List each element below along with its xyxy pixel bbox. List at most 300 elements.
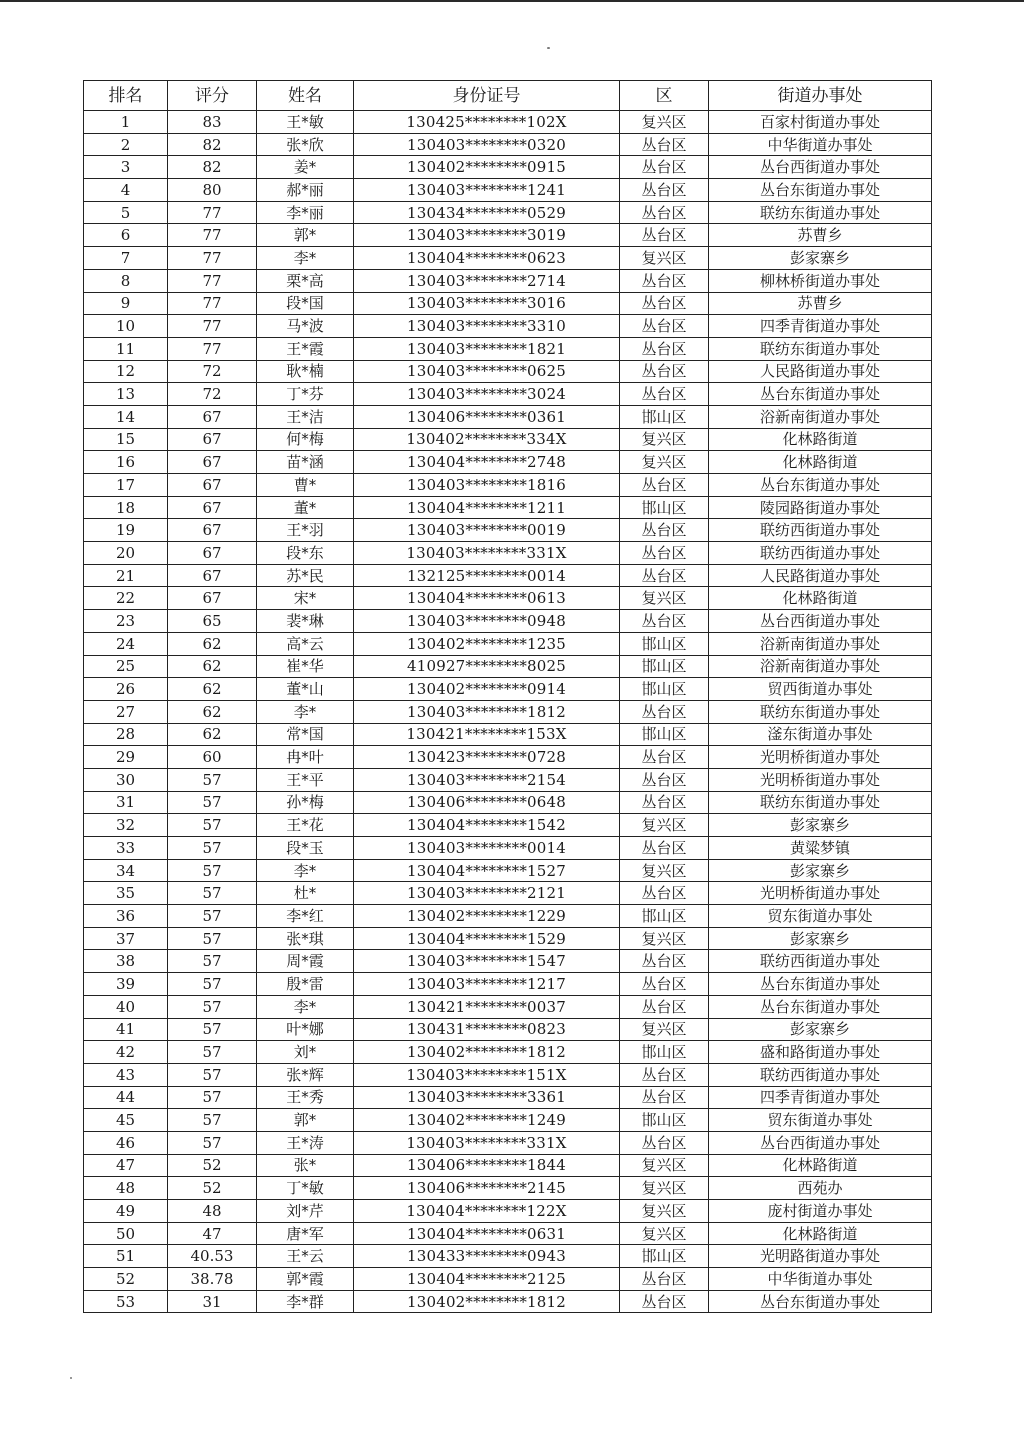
district-cell: 丛台区	[620, 315, 709, 338]
rank-cell: 18	[84, 496, 168, 519]
district-cell: 丛台区	[620, 337, 709, 360]
table-row	[84, 1268, 932, 1291]
rank-cell: 46	[84, 1131, 168, 1154]
name-cell: 叶*娜	[257, 1018, 354, 1041]
table-row	[84, 156, 932, 179]
id-number-cell: 130406********0361	[354, 405, 620, 428]
district-cell: 邯山区	[620, 1041, 709, 1064]
table-row	[84, 1222, 932, 1245]
id-number-cell: 130402********1249	[354, 1109, 620, 1132]
district-cell: 复兴区	[620, 927, 709, 950]
table-row	[84, 950, 932, 973]
id-number-cell: 130403********3019	[354, 224, 620, 247]
id-number-cell: 130403********3024	[354, 383, 620, 406]
scan-edge	[0, 0, 1024, 2]
score-cell: 77	[168, 201, 257, 224]
name-cell: 崔*华	[257, 655, 354, 678]
rank-cell: 23	[84, 610, 168, 633]
district-cell: 复兴区	[620, 111, 709, 134]
rank-cell: 52	[84, 1268, 168, 1291]
street-office-cell: 彭家寨乡	[709, 814, 932, 837]
id-number-cell: 130403********1812	[354, 700, 620, 723]
name-cell: 唐*军	[257, 1222, 354, 1245]
id-number-cell: 130403********331X	[354, 542, 620, 565]
name-cell: 张*	[257, 1154, 354, 1177]
district-cell: 丛台区	[620, 995, 709, 1018]
name-cell: 宋*	[257, 587, 354, 610]
name-cell: 王*洁	[257, 405, 354, 428]
table-row	[84, 1177, 932, 1200]
table-row	[84, 1290, 932, 1313]
table-row	[84, 224, 932, 247]
street-office-cell: 浴新南街道办事处	[709, 655, 932, 678]
name-cell: 何*梅	[257, 428, 354, 451]
street-office-cell: 彭家寨乡	[709, 859, 932, 882]
name-cell: 李*	[257, 859, 354, 882]
district-cell: 丛台区	[620, 1086, 709, 1109]
id-number-cell: 130403********0625	[354, 360, 620, 383]
score-cell: 57	[168, 882, 257, 905]
street-office-cell: 中华街道办事处	[709, 1268, 932, 1291]
id-number-cell: 130402********1812	[354, 1041, 620, 1064]
score-cell: 52	[168, 1177, 257, 1200]
name-cell: 董*	[257, 496, 354, 519]
id-number-cell: 130404********1527	[354, 859, 620, 882]
table-header-row	[84, 81, 932, 111]
table-row	[84, 905, 932, 928]
district-cell: 丛台区	[620, 542, 709, 565]
name-cell: 孙*梅	[257, 791, 354, 814]
rank-cell: 34	[84, 859, 168, 882]
district-cell: 丛台区	[620, 1131, 709, 1154]
street-office-cell: 丛台西街道办事处	[709, 156, 932, 179]
name-cell: 郭*	[257, 224, 354, 247]
district-cell: 丛台区	[620, 292, 709, 315]
district-cell: 丛台区	[620, 882, 709, 905]
district-cell: 丛台区	[620, 133, 709, 156]
score-cell: 62	[168, 678, 257, 701]
id-number-cell: 130403********1217	[354, 973, 620, 996]
name-cell: 高*云	[257, 632, 354, 655]
score-cell: 65	[168, 610, 257, 633]
district-cell: 邯山区	[620, 723, 709, 746]
score-cell: 62	[168, 700, 257, 723]
street-office-cell: 丛台西街道办事处	[709, 1131, 932, 1154]
district-cell: 邯山区	[620, 1245, 709, 1268]
rank-cell: 39	[84, 973, 168, 996]
ranking-table	[83, 80, 932, 1313]
district-cell: 复兴区	[620, 1177, 709, 1200]
street-office-cell: 浴新南街道办事处	[709, 632, 932, 655]
table-row	[84, 768, 932, 791]
table-row	[84, 655, 932, 678]
score-cell: 77	[168, 224, 257, 247]
table-row	[84, 315, 932, 338]
rank-cell: 2	[84, 133, 168, 156]
name-cell: 王*羽	[257, 519, 354, 542]
street-office-cell: 西苑办	[709, 1177, 932, 1200]
name-cell: 王*花	[257, 814, 354, 837]
name-cell: 王*霞	[257, 337, 354, 360]
name-cell: 曹*	[257, 474, 354, 497]
district-cell: 复兴区	[620, 1154, 709, 1177]
district-cell: 丛台区	[620, 474, 709, 497]
table-row	[84, 1086, 932, 1109]
district-cell: 丛台区	[620, 224, 709, 247]
street-office-cell: 化林路街道	[709, 1222, 932, 1245]
rank-cell: 9	[84, 292, 168, 315]
rank-cell: 31	[84, 791, 168, 814]
table-row	[84, 292, 932, 315]
table-row	[84, 405, 932, 428]
district-cell: 丛台区	[620, 837, 709, 860]
table-row	[84, 791, 932, 814]
street-office-cell: 丛台东街道办事处	[709, 383, 932, 406]
rank-cell: 6	[84, 224, 168, 247]
table-row	[84, 995, 932, 1018]
id-number-cell: 130404********0623	[354, 247, 620, 270]
id-number-cell: 410927********8025	[354, 655, 620, 678]
rank-cell: 25	[84, 655, 168, 678]
id-number-cell: 130425********102X	[354, 111, 620, 134]
score-cell: 57	[168, 1131, 257, 1154]
table-row	[84, 360, 932, 383]
name-cell: 郝*丽	[257, 179, 354, 202]
score-cell: 57	[168, 950, 257, 973]
table-row	[84, 859, 932, 882]
name-cell: 张*琪	[257, 927, 354, 950]
table-row	[84, 337, 932, 360]
name-cell: 常*国	[257, 723, 354, 746]
district-cell: 丛台区	[620, 1268, 709, 1291]
score-cell: 57	[168, 837, 257, 860]
rank-cell: 32	[84, 814, 168, 837]
id-number-cell: 130404********1529	[354, 927, 620, 950]
score-cell: 77	[168, 292, 257, 315]
street-office-cell: 联纺东街道办事处	[709, 791, 932, 814]
street-office-cell: 柳林桥街道办事处	[709, 269, 932, 292]
rank-cell: 37	[84, 927, 168, 950]
district-cell: 复兴区	[620, 1222, 709, 1245]
name-cell: 马*波	[257, 315, 354, 338]
name-cell: 杜*	[257, 882, 354, 905]
score-cell: 57	[168, 1086, 257, 1109]
score-cell: 57	[168, 905, 257, 928]
district-cell: 复兴区	[620, 859, 709, 882]
score-cell: 83	[168, 111, 257, 134]
street-office-cell: 丛台东街道办事处	[709, 474, 932, 497]
id-number-cell: 130403********3016	[354, 292, 620, 315]
street-office-cell: 盛和路街道办事处	[709, 1041, 932, 1064]
street-office-cell: 光明路街道办事处	[709, 1245, 932, 1268]
street-office-cell: 丛台西街道办事处	[709, 610, 932, 633]
id-number-cell: 130433********0943	[354, 1245, 620, 1268]
name-cell: 李*	[257, 995, 354, 1018]
id-number-cell: 130434********0529	[354, 201, 620, 224]
table-row	[84, 700, 932, 723]
rank-cell: 38	[84, 950, 168, 973]
id-number-cell: 130403********2154	[354, 768, 620, 791]
street-office-cell: 丛台东街道办事处	[709, 973, 932, 996]
district-cell: 丛台区	[620, 1063, 709, 1086]
street-office-cell: 黄粱梦镇	[709, 837, 932, 860]
id-number-cell: 130403********1241	[354, 179, 620, 202]
score-cell: 57	[168, 1018, 257, 1041]
score-cell: 62	[168, 723, 257, 746]
rank-cell: 4	[84, 179, 168, 202]
name-cell: 冉*叶	[257, 746, 354, 769]
table-row	[84, 746, 932, 769]
name-cell: 王*云	[257, 1245, 354, 1268]
rank-cell: 28	[84, 723, 168, 746]
rank-cell: 42	[84, 1041, 168, 1064]
rank-cell: 44	[84, 1086, 168, 1109]
rank-cell: 21	[84, 564, 168, 587]
rank-cell: 16	[84, 451, 168, 474]
rank-cell: 3	[84, 156, 168, 179]
name-cell: 苗*涵	[257, 451, 354, 474]
street-office-cell: 四季青街道办事处	[709, 1086, 932, 1109]
table-row	[84, 1200, 932, 1223]
name-cell: 段*东	[257, 542, 354, 565]
table-row	[84, 1018, 932, 1041]
rank-cell: 27	[84, 700, 168, 723]
table-row	[84, 1063, 932, 1086]
district-cell: 丛台区	[620, 269, 709, 292]
street-office-cell: 彭家寨乡	[709, 247, 932, 270]
district-cell: 丛台区	[620, 383, 709, 406]
score-cell: 72	[168, 360, 257, 383]
rank-cell: 47	[84, 1154, 168, 1177]
street-office-cell: 彭家寨乡	[709, 1018, 932, 1041]
rank-cell: 11	[84, 337, 168, 360]
street-office-cell: 联纺西街道办事处	[709, 519, 932, 542]
score-cell: 40.53	[168, 1245, 257, 1268]
rank-cell: 53	[84, 1290, 168, 1313]
street-office-cell: 贸西街道办事处	[709, 678, 932, 701]
street-office-cell: 百家村街道办事处	[709, 111, 932, 134]
score-cell: 67	[168, 496, 257, 519]
score-cell: 57	[168, 973, 257, 996]
rank-cell: 35	[84, 882, 168, 905]
district-cell: 邯山区	[620, 405, 709, 428]
id-number-cell: 130403********0948	[354, 610, 620, 633]
score-cell: 57	[168, 1109, 257, 1132]
name-cell: 段*国	[257, 292, 354, 315]
id-number-cell: 130423********0728	[354, 746, 620, 769]
id-number-cell: 132125********0014	[354, 564, 620, 587]
score-cell: 57	[168, 814, 257, 837]
table-row	[84, 632, 932, 655]
id-number-cell: 130403********0014	[354, 837, 620, 860]
score-cell: 38.78	[168, 1268, 257, 1291]
score-cell: 67	[168, 519, 257, 542]
score-cell: 67	[168, 474, 257, 497]
district-cell: 复兴区	[620, 587, 709, 610]
table-row	[84, 837, 932, 860]
street-office-cell: 联纺东街道办事处	[709, 337, 932, 360]
rank-cell: 7	[84, 247, 168, 270]
district-cell: 复兴区	[620, 451, 709, 474]
score-cell: 62	[168, 655, 257, 678]
rank-cell: 26	[84, 678, 168, 701]
street-office-cell: 人民路街道办事处	[709, 360, 932, 383]
table-row	[84, 610, 932, 633]
table-row	[84, 1131, 932, 1154]
district-cell: 丛台区	[620, 1290, 709, 1313]
score-cell: 57	[168, 927, 257, 950]
id-number-cell: 130403********1821	[354, 337, 620, 360]
rank-cell: 50	[84, 1222, 168, 1245]
score-cell: 77	[168, 315, 257, 338]
district-cell: 复兴区	[620, 428, 709, 451]
table-row	[84, 814, 932, 837]
id-number-cell: 130403********0320	[354, 133, 620, 156]
street-office-cell: 联纺东街道办事处	[709, 201, 932, 224]
street-office-cell: 四季青街道办事处	[709, 315, 932, 338]
table-row	[84, 111, 932, 134]
rank-cell: 19	[84, 519, 168, 542]
id-number-cell: 130402********0915	[354, 156, 620, 179]
street-office-cell: 联纺西街道办事处	[709, 1063, 932, 1086]
id-number-cell: 130421********153X	[354, 723, 620, 746]
scan-speck	[547, 47, 550, 49]
table-row	[84, 1245, 932, 1268]
table-row	[84, 496, 932, 519]
rank-cell: 17	[84, 474, 168, 497]
id-number-cell: 130404********1211	[354, 496, 620, 519]
name-cell: 李*群	[257, 1290, 354, 1313]
name-cell: 殷*雷	[257, 973, 354, 996]
rank-cell: 10	[84, 315, 168, 338]
score-cell: 67	[168, 542, 257, 565]
id-number-cell: 130404********2125	[354, 1268, 620, 1291]
street-office-cell: 彭家寨乡	[709, 927, 932, 950]
district-cell: 邯山区	[620, 655, 709, 678]
rank-cell: 33	[84, 837, 168, 860]
score-cell: 67	[168, 564, 257, 587]
header-id-number: 身份证号	[354, 81, 620, 111]
district-cell: 复兴区	[620, 814, 709, 837]
name-cell: 王*平	[257, 768, 354, 791]
score-cell: 72	[168, 383, 257, 406]
name-cell: 刘*芹	[257, 1200, 354, 1223]
name-cell: 张*辉	[257, 1063, 354, 1086]
street-office-cell: 苏曹乡	[709, 224, 932, 247]
street-office-cell: 联纺东街道办事处	[709, 700, 932, 723]
district-cell: 丛台区	[620, 156, 709, 179]
id-number-cell: 130403********1547	[354, 950, 620, 973]
rank-cell: 1	[84, 111, 168, 134]
district-cell: 丛台区	[620, 519, 709, 542]
district-cell: 丛台区	[620, 564, 709, 587]
name-cell: 刘*	[257, 1041, 354, 1064]
scan-speck	[70, 1377, 72, 1379]
district-cell: 丛台区	[620, 201, 709, 224]
district-cell: 丛台区	[620, 700, 709, 723]
district-cell: 丛台区	[620, 610, 709, 633]
name-cell: 姜*	[257, 156, 354, 179]
table-row	[84, 927, 932, 950]
table-row	[84, 179, 932, 202]
rank-cell: 36	[84, 905, 168, 928]
id-number-cell: 130404********122X	[354, 1200, 620, 1223]
table-row	[84, 383, 932, 406]
score-cell: 52	[168, 1154, 257, 1177]
header-street-office: 街道办事处	[709, 81, 932, 111]
name-cell: 王*秀	[257, 1086, 354, 1109]
id-number-cell: 130431********0823	[354, 1018, 620, 1041]
rank-cell: 24	[84, 632, 168, 655]
table-row	[84, 564, 932, 587]
score-cell: 57	[168, 1041, 257, 1064]
id-number-cell: 130403********3310	[354, 315, 620, 338]
table-row	[84, 519, 932, 542]
score-cell: 77	[168, 247, 257, 270]
street-office-cell: 人民路街道办事处	[709, 564, 932, 587]
rank-cell: 29	[84, 746, 168, 769]
score-cell: 60	[168, 746, 257, 769]
rank-cell: 40	[84, 995, 168, 1018]
name-cell: 丁*芬	[257, 383, 354, 406]
name-cell: 裴*琳	[257, 610, 354, 633]
table-row	[84, 451, 932, 474]
table-row	[84, 723, 932, 746]
header-score: 评分	[168, 81, 257, 111]
name-cell: 段*玉	[257, 837, 354, 860]
score-cell: 77	[168, 269, 257, 292]
id-number-cell: 130403********1816	[354, 474, 620, 497]
name-cell: 董*山	[257, 678, 354, 701]
rank-cell: 15	[84, 428, 168, 451]
street-office-cell: 化林路街道	[709, 428, 932, 451]
name-cell: 周*霞	[257, 950, 354, 973]
table-row	[84, 428, 932, 451]
district-cell: 丛台区	[620, 746, 709, 769]
score-cell: 57	[168, 1063, 257, 1086]
id-number-cell: 130402********1229	[354, 905, 620, 928]
street-office-cell: 丛台东街道办事处	[709, 995, 932, 1018]
name-cell: 张*欣	[257, 133, 354, 156]
name-cell: 栗*高	[257, 269, 354, 292]
street-office-cell: 丛台东街道办事处	[709, 179, 932, 202]
id-number-cell: 130402********0914	[354, 678, 620, 701]
score-cell: 47	[168, 1222, 257, 1245]
street-office-cell: 贸东街道办事处	[709, 905, 932, 928]
score-cell: 48	[168, 1200, 257, 1223]
name-cell: 李*	[257, 247, 354, 270]
street-office-cell: 光明桥街道办事处	[709, 768, 932, 791]
district-cell: 丛台区	[620, 768, 709, 791]
id-number-cell: 130404********2748	[354, 451, 620, 474]
table-row	[84, 269, 932, 292]
street-office-cell: 苏曹乡	[709, 292, 932, 315]
street-office-cell: 光明桥街道办事处	[709, 746, 932, 769]
id-number-cell: 130402********1235	[354, 632, 620, 655]
score-cell: 67	[168, 451, 257, 474]
rank-cell: 22	[84, 587, 168, 610]
rank-cell: 13	[84, 383, 168, 406]
rank-cell: 20	[84, 542, 168, 565]
id-number-cell: 130403********2121	[354, 882, 620, 905]
id-number-cell: 130406********1844	[354, 1154, 620, 1177]
district-cell: 邯山区	[620, 1109, 709, 1132]
id-number-cell: 130403********2714	[354, 269, 620, 292]
score-cell: 67	[168, 428, 257, 451]
score-cell: 77	[168, 337, 257, 360]
name-cell: 李*丽	[257, 201, 354, 224]
rank-cell: 49	[84, 1200, 168, 1223]
